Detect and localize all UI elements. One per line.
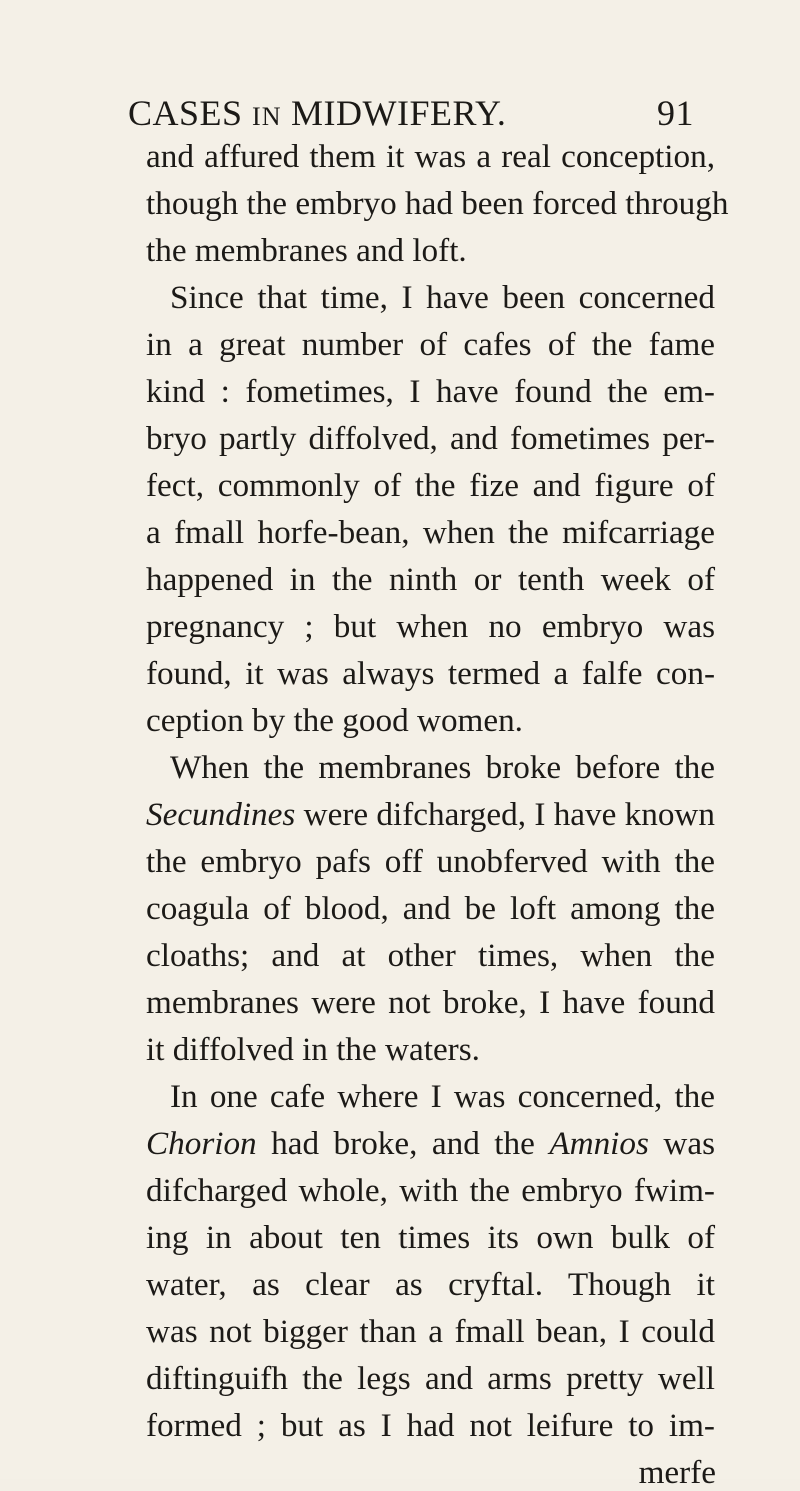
text-line: Secundines were difcharged, I have known <box>146 796 715 833</box>
text-line: membranes were not broke, I have found <box>146 984 715 1021</box>
title-word-midwifery: MIDWIFERY. <box>290 93 507 133</box>
text-line: ing in about ten times its own bulk of <box>146 1219 715 1256</box>
text-line: bryo partly diffolved, and fometimes per- <box>146 420 715 457</box>
italic-term: Secundines <box>146 796 296 833</box>
title-word-cases: CASES <box>128 93 243 133</box>
text-line: found, it was always termed a falfe con- <box>146 655 715 692</box>
italic-term: Amnios <box>549 1125 649 1162</box>
text-line: When the membranes broke before the <box>170 749 715 786</box>
text-line: Chorion had broke, and the Amnios was <box>146 1125 715 1162</box>
text-line: in a great number of cafes of the fame <box>146 326 715 363</box>
text-line: it diffolved in the waters. <box>146 1031 480 1068</box>
text-line: pregnancy ; but when no embryo was <box>146 608 715 645</box>
text-line: difcharged whole, with the embryo fwim- <box>146 1172 715 1209</box>
running-title <box>128 92 506 134</box>
text-line: the embryo pafs off unobferved with the <box>146 843 715 880</box>
text-line: though the embryo had been forced through <box>146 185 729 222</box>
title-word-in: IN <box>252 102 282 131</box>
text-line: a fmall horfe-bean, when the mifcarriage <box>146 514 715 551</box>
catchword: merfe <box>638 1454 716 1491</box>
text-line: ception by the good women. <box>146 702 523 739</box>
text-line: In one cafe where I was concerned, the <box>170 1078 715 1115</box>
text-line: was not bigger than a fmall bean, I could <box>146 1313 715 1350</box>
text-line: the membranes and loft. <box>146 232 467 269</box>
text-line: kind : fometimes, I have found the em- <box>146 373 715 410</box>
page-number: 91 <box>657 93 694 133</box>
text-line: fect, commonly of the fize and figure of <box>146 467 715 504</box>
running-header <box>128 92 694 138</box>
text-line: diftinguifh the legs and arms pretty well <box>146 1360 715 1397</box>
text-line: formed ; but as I had not leifure to im- <box>146 1407 715 1444</box>
text-line: water, as clear as cryftal. Though it <box>146 1266 715 1303</box>
text-line: Since that time, I have been concerned <box>170 279 715 316</box>
text-line: and affured them it was a real conception, <box>146 138 715 175</box>
text-line: cloaths; and at other times, when the <box>146 937 715 974</box>
text-line: happened in the ninth or tenth week of <box>146 561 715 598</box>
text-line: coagula of blood, and be loft among the <box>146 890 715 927</box>
italic-term: Chorion <box>146 1125 257 1162</box>
